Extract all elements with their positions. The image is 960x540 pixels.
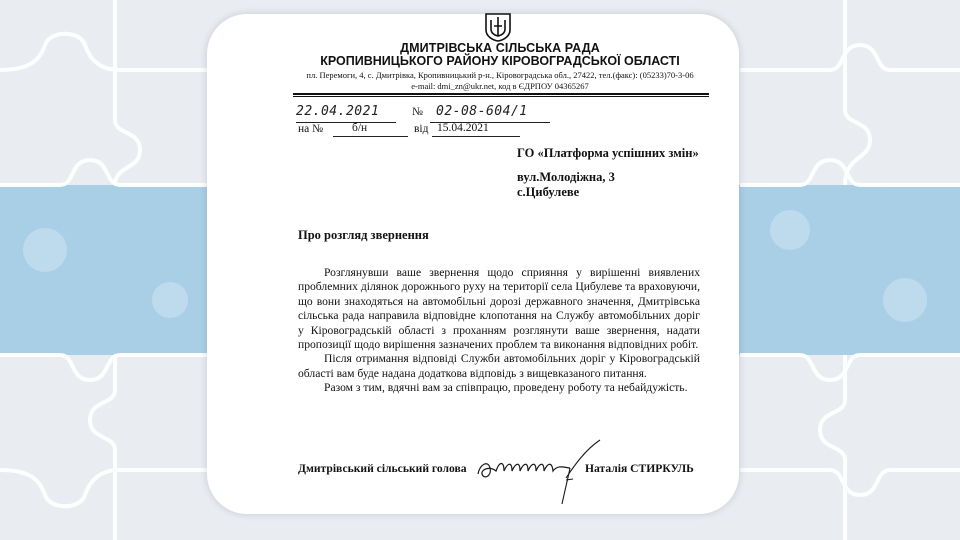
signatory-title: Дмитрівський сільський голова (298, 462, 467, 475)
org-name-line-1: ДМИТРІВСЬКА СІЛЬСЬКА РАДА (400, 41, 600, 55)
org-name-line-2: КРОПИВНИЦЬКОГО РАЙОНУ КІРОВОГРАДСЬКОЇ ОБЛАСТІ (320, 54, 680, 68)
body-paragraph: Розглянувши ваше звернення щодо сприяння у вирішенні виявлених проблемних ділянок дорожнього руху на території села Цибулеве та враховуючи, що вони знаходяться на автомобільні дорозі державного значення, Дмитрівська сільська рада направила відповідне клопотання на Службу автомобільних доріг у Кіровоградській області з проханням розглянути ваше звернення, надати пропозиції щодо вирішення зазначених проблем та виконання відповідних робіт. (298, 266, 700, 352)
recipient-village: с.Цибулеве (517, 185, 580, 199)
reply-to-number-underline (333, 136, 408, 137)
coat-of-arms-icon (484, 12, 512, 42)
org-email-code: e-mail: dmi_zn@ukr.net, код в ЄДРПОУ 04365267 (411, 81, 589, 91)
outgoing-number-label: № (412, 106, 423, 118)
signatory-name: Наталія СТИРКУЛЬ (585, 462, 694, 475)
letterhead-divider (293, 93, 709, 95)
reply-to-label: на № (298, 123, 324, 135)
reply-from-label: від (414, 123, 429, 135)
letterhead-divider-thin (293, 96, 709, 97)
org-address: пл. Перемоги, 4, с. Дмитрівка, Кропивницький р-н., Кіровоградська обл., 27422, тел.(факс): (05233)70-3-06 (306, 70, 694, 80)
letter-subject: Про розгляд звернення (298, 228, 429, 242)
outgoing-number: 02-08-604/1 (436, 104, 528, 119)
reply-date: 15.04.2021 (437, 122, 489, 134)
recipient-org: ГО «Платформа успішних змін» (517, 146, 699, 160)
reply-date-underline (432, 136, 520, 137)
outgoing-date: 22.04.2021 (296, 104, 380, 119)
recipient-street: вул.Молодіжна, 3 (517, 170, 615, 184)
reply-to-number: б/н (352, 122, 368, 134)
body-paragraph: Після отримання відповіді Служби автомобільних доріг у Кіровоградській області вам буде надана додаткова відповідь з вищевказаного питання. (298, 352, 700, 380)
letter-body (298, 266, 700, 396)
body-paragraph: Разом з тим, вдячні вам за співпрацю, проведену роботу та небайдужість. (324, 381, 688, 395)
